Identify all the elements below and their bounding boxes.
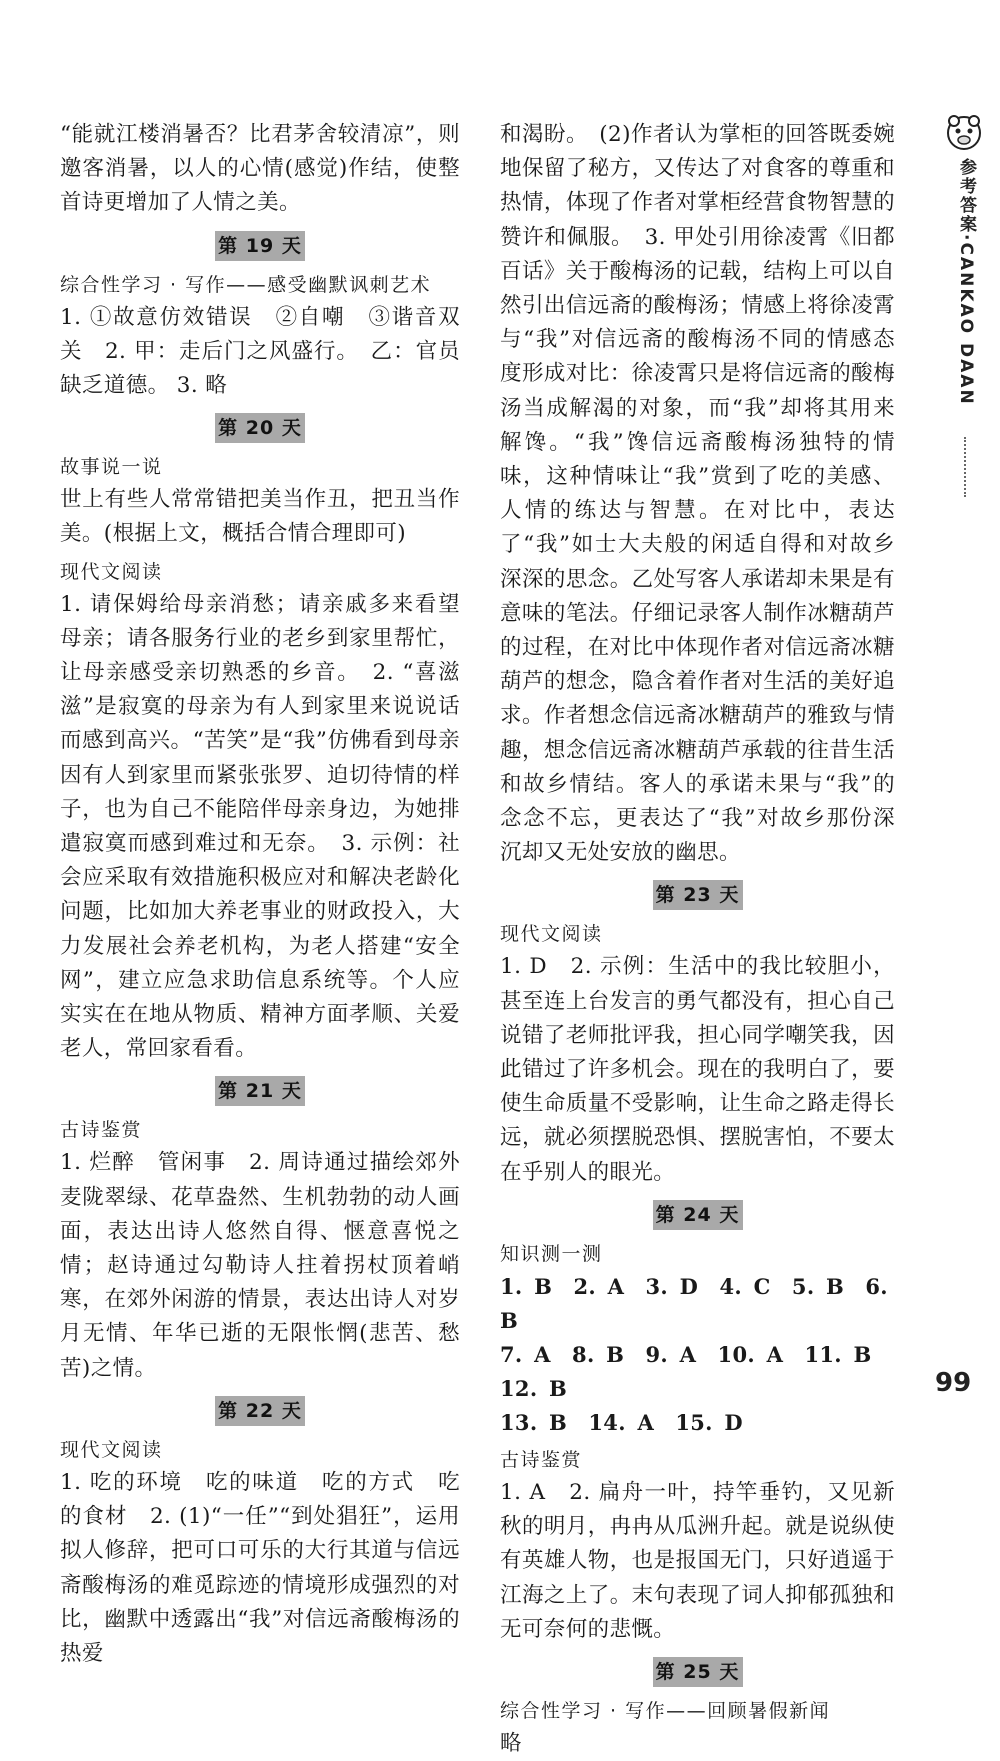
day-21-subtitle: 古诗鉴赏 (60, 1119, 143, 1142)
day-24-subtitle-2: 古诗鉴赏 (500, 1448, 583, 1471)
day-19-subtitle: 综合性学习 · 写作——感受幽默讽刺艺术 (60, 273, 432, 296)
sidebar-label: 参考答案·CANKAO DAAN (956, 158, 976, 406)
day-22-header: 第 22 天 (215, 1396, 305, 1426)
day-23-header: 第 23 天 (653, 880, 743, 910)
day-25-text: 略 (500, 1730, 522, 1756)
day-25-subtitle: 综合性学习 · 写作——回顾暑假新闻 (500, 1699, 831, 1722)
day-24-answers-row-3: 13. B 14. A 15. D (500, 1409, 743, 1435)
mascot-icon (944, 112, 984, 152)
day-19-text: 1. ①故意仿效错误 ②自嘲 ③谐音双关 2. 甲：走后门之风盛行。 乙：官员缺乏道德。 3. 略 (60, 304, 460, 399)
day-21-header: 第 21 天 (215, 1076, 305, 1106)
day-23-subtitle: 现代文阅读 (500, 923, 603, 946)
left-column (60, 118, 460, 1671)
day-21-text: 1. 烂醉 管闲事 2. 周诗通过描绘郊外麦陇翠绿、花草盎然、生机勃勃的动人画面，表达出诗人悠然自得、惬意喜悦之情；赵诗通过勾勒诗人拄着拐杖顶着峭寒，在郊外闲游的情景，表达出诗人对岁月无情、年华已逝的无限怅惘(悲苦、愁苦)之情。 (60, 1150, 460, 1381)
day-24-header: 第 24 天 (653, 1200, 743, 1230)
right-column (500, 118, 895, 1761)
day-22-subtitle: 现代文阅读 (60, 1438, 163, 1461)
day-24-answers-row-2: 7. A 8. B 9. A 10. A 11. B 12. B (500, 1341, 893, 1401)
day-22-text: 1. 吃的环境 吃的味道 吃的方式 吃的食材 2. (1)“一任”“到处猖狂”，运用拟人修辞，把可口可乐的大行其道与信远斋酸梅汤的难觅踪迹的情境形成强烈的对比，幽默中透露出“我”对信远斋酸梅汤的热爱 (60, 1469, 460, 1666)
sidebar (940, 112, 996, 472)
day-20-subtitle-1: 故事说一说 (60, 456, 163, 479)
day-19-header: 第 19 天 (215, 231, 305, 261)
day-20-header: 第 20 天 (215, 413, 305, 443)
day-20-text-2: 1. 请保姆给母亲消愁；请亲戚多来看望母亲；请各服务行业的老乡到家里帮忙，让母亲感受亲切熟悉的乡音。 2. “喜滋滋”是寂寞的母亲为有人到家里来说说话而感到高兴。“苦笑”是“我”仿佛看到母亲因有人到家里而紧张张罗、迫切待情的样子，也为自己不能陪伴母亲身边，为她排遣寂寞而感到难过和无奈。 3. 示例：社会应采取有效措施积极应对和解决老龄化问题，比如加大养老事业的财政投入，大力发展社会养老机构，为老人搭建“安全网”，建立应急求助信息系统等。个人应实实在在地从物质、精神方面孝顺、关爱老人，常回家看看。 (60, 591, 460, 1062)
page-number: 99 (935, 1368, 972, 1398)
day-20-subtitle-2: 现代文阅读 (60, 560, 163, 583)
day-22-continued-text: 和渴盼。 (2)作者认为掌柜的回答既委婉地保留了秘方，又传达了对食客的尊重和热情，体现了作者对掌柜经营食物智慧的赞许和佩服。 3. 甲处引用徐凌霄《旧都百话》关于酸梅汤的记载，结构上可以自然引出信远斋的酸梅汤；情感上将徐凌霄与“我”对信远斋的酸梅汤不同的情感态度形成对比：徐凌霄只是将信远斋的酸梅汤当成解渴的对象，而“我”却将其用来解馋。“我”馋信远斋酸梅汤独特的情味，这种情味让“我”赏到了吃的美感、人情的练达与智慧。在对比中，表达了“我”如士大夫般的闲适自得和对故乡深深的思念。乙处写客人承诺却未果是有意味的笔法。仔细记录客人制作冰糖葫芦的过程，在对比中体现作者对信远斋冰糖葫芦的想念，隐含着作者对生活的美好追求。作者想念信远斋冰糖葫芦的雅致与情趣，想念信远斋冰糖葫芦承载的往昔生活和故乡情结。客人的承诺未果与“我”的念念不忘，更表达了“我”对故乡那份深沉却又无处安放的幽思。 (500, 122, 895, 866)
day-20-text-1: 世上有些人常常错把美当作丑，把丑当作美。(根据上文，概括合情合理即可) (60, 487, 460, 547)
day-24-text: 1. A 2. 扁舟一叶，持竿垂钓，又见新秋的明月，冉冉从瓜洲升起。就是说纵使有英雄人物，也是报国无门，只好逍遥于江海之上了。末句表现了词人抑郁孤独和无可奈何的悲慨。 (500, 1479, 895, 1642)
day-23-text: 1. D 2. 示例：生活中的我比较胆小，甚至连上台发言的勇气都没有，担心自己说错了老师批评我，担心同学嘲笑我，因此错过了许多机会。现在的我明白了，要使生命质量不受影响，让生命之路走得长远，就必须摆脱恐惧、摆脱害怕，不要太在乎别人的眼光。 (500, 954, 895, 1185)
day-24-answers-row-1: 1. B 2. A 3. D 4. C 5. B 6. B (500, 1273, 888, 1333)
intro-text: “能就江楼消暑否？比君茅舍较清凉”，则邀客消暑，以人的心情(感觉)作结，使整首诗更增加了人情之美。 (60, 122, 460, 216)
day-24-subtitle-1: 知识测一测 (500, 1242, 603, 1265)
day-25-header: 第 25 天 (653, 1657, 743, 1687)
sidebar-dots (964, 437, 968, 497)
